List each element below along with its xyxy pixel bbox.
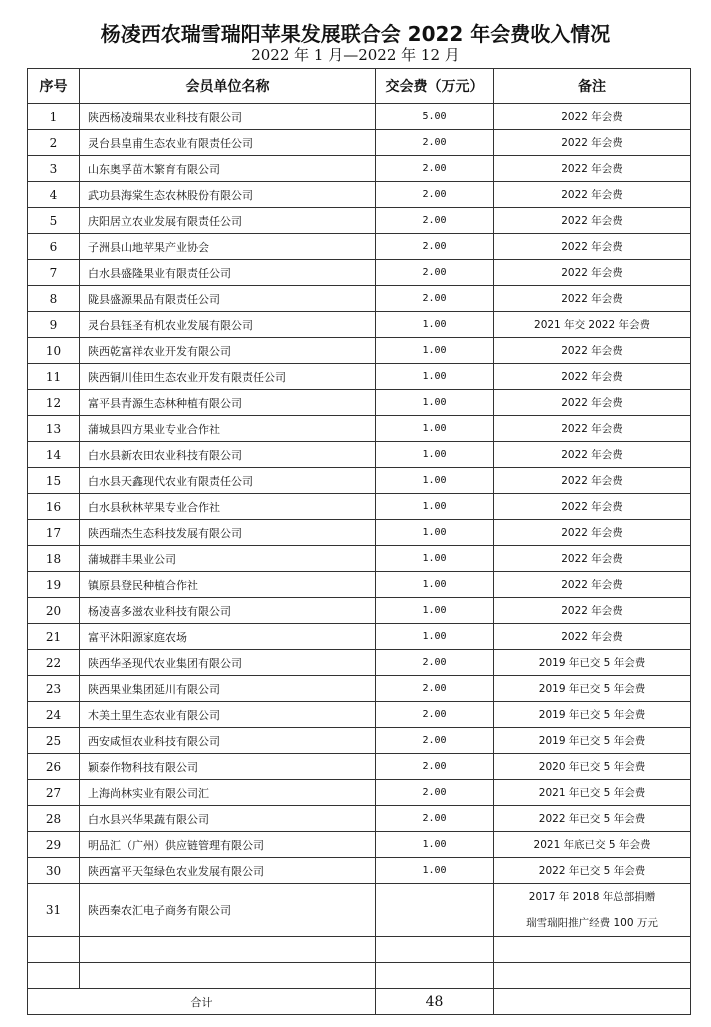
row-idx: 25 [28,728,80,754]
table-row [28,728,691,754]
row-note-line1: 2017 年 2018 年总部捐赠 [528,891,656,903]
row-note: 2022 年会费 [494,364,691,390]
table-row [28,832,691,858]
row-note: 2019 年已交 5 年会费 [494,728,691,754]
document-title: 杨凌西农瑞雪瑞阳苹果发展联合会 2022 年会费收入情况 [100,22,611,46]
row-name: 上海尚林实业有限公司汇 [80,780,376,806]
row-note: 2022 年会费 [494,260,691,286]
table-row [28,468,691,494]
table-row [28,130,691,156]
table-row [28,806,691,832]
row-idx: 29 [28,832,80,858]
blank-row [28,937,691,963]
table-row [28,104,691,130]
row-name: 陕西瑞杰生态科技发展有限公司 [80,520,376,546]
row-name: 子洲县山地苹果产业协会 [80,234,376,260]
row-name: 陇县盛源果品有限责任公司 [80,286,376,312]
row-idx: 16 [28,494,80,520]
table-row [28,286,691,312]
blank-cell [80,937,376,963]
row-name: 灵台县钰圣有机农业发展有限公司 [80,312,376,338]
row-fee: 2.00 [376,156,494,182]
table-row [28,156,691,182]
row-idx: 8 [28,286,80,312]
row-name: 木美土里生态农业有限公司 [80,702,376,728]
row-fee: 1.00 [376,494,494,520]
row-fee: 1.00 [376,390,494,416]
row-fee: 1.00 [376,416,494,442]
row-fee: 1.00 [376,546,494,572]
row-note-line2: 瑞雪瑞阳推广经费 100 万元 [526,917,658,929]
table-header-row [28,69,691,104]
row-note: 2022 年会费 [494,390,691,416]
row-idx: 19 [28,572,80,598]
row-note: 2019 年已交 5 年会费 [494,702,691,728]
blank-cell [494,963,691,989]
row-note: 2022 年会费 [494,520,691,546]
row-idx: 13 [28,416,80,442]
table-row [28,390,691,416]
fee-table [27,68,691,1015]
row-name: 陕西富平天玺绿色农业发展有限公司 [80,858,376,884]
row-idx: 15 [28,468,80,494]
header-fee: 交会费（万元） [376,69,494,104]
row-idx: 5 [28,208,80,234]
row-name: 富平沐阳源家庭农场 [80,624,376,650]
total-label: 合计 [28,989,376,1015]
row-idx: 3 [28,156,80,182]
row-idx: 21 [28,624,80,650]
table-row [28,234,691,260]
row-fee: 1.00 [376,624,494,650]
header-note: 备注 [494,69,691,104]
row-name: 西安咸恒农业科技有限公司 [80,728,376,754]
table-row [28,546,691,572]
row-fee: 2.00 [376,676,494,702]
row-fee: 1.00 [376,364,494,390]
row-note: 2022 年已交 5 年会费 [494,858,691,884]
row-idx: 7 [28,260,80,286]
table-row [28,858,691,884]
row-idx: 27 [28,780,80,806]
row-fee: 2.00 [376,130,494,156]
row-name: 白水县天鑫现代农业有限责任公司 [80,468,376,494]
row-name: 灵台县皇甫生态农业有限责任公司 [80,130,376,156]
table-row [28,598,691,624]
row-note: 2022 年会费 [494,624,691,650]
row-fee: 1.00 [376,598,494,624]
total-row [28,989,691,1015]
row-note: 2022 年会费 [494,338,691,364]
row-idx: 24 [28,702,80,728]
row-name: 白水县兴华果蔬有限公司 [80,806,376,832]
row-idx: 28 [28,806,80,832]
row-note: 2021 年底已交 5 年会费 [494,832,691,858]
table-row [28,416,691,442]
row-note: 2022 年会费 [494,208,691,234]
row-note: 2022 年会费 [494,130,691,156]
row-fee: 1.00 [376,832,494,858]
row-fee: 1.00 [376,572,494,598]
row-idx: 2 [28,130,80,156]
table-row [28,494,691,520]
row-note: 2022 年会费 [494,572,691,598]
table-row [28,572,691,598]
row-fee: 2.00 [376,260,494,286]
row-idx: 6 [28,234,80,260]
row-fee [376,884,494,937]
row-name: 白水县秋林苹果专业合作社 [80,494,376,520]
row-fee: 1.00 [376,520,494,546]
row-note: 2022 年会费 [494,104,691,130]
row-name: 陕西铜川佳田生态农业开发有限责任公司 [80,364,376,390]
row-name: 陕西秦农汇电子商务有限公司 [80,884,376,937]
document-subtitle: 2022 年 1 月—2022 年 12 月 [251,46,460,64]
row-name: 富平县青源生态林种植有限公司 [80,390,376,416]
blank-row [28,963,691,989]
row-note: 2019 年已交 5 年会费 [494,650,691,676]
row-idx: 10 [28,338,80,364]
row-note: 2021 年已交 5 年会费 [494,780,691,806]
row-name: 蒲城群丰果业公司 [80,546,376,572]
table-row [28,520,691,546]
row-fee: 2.00 [376,650,494,676]
table-row [28,442,691,468]
row-idx: 22 [28,650,80,676]
row-idx: 11 [28,364,80,390]
row-fee: 1.00 [376,468,494,494]
row-name: 镇原县登民种植合作社 [80,572,376,598]
row-note: 2020 年已交 5 年会费 [494,754,691,780]
row-note: 2022 年会费 [494,442,691,468]
blank-cell [28,963,80,989]
row-fee: 1.00 [376,858,494,884]
row-idx: 31 [28,884,80,937]
row-idx: 4 [28,182,80,208]
blank-cell [376,937,494,963]
table-body [28,104,691,884]
row-fee: 2.00 [376,754,494,780]
row-name: 杨凌喜多滋农业科技有限公司 [80,598,376,624]
row-note: 2022 年会费 [494,494,691,520]
table-row [28,624,691,650]
row-idx: 30 [28,858,80,884]
row-name: 明品汇（广州）供应链管理有限公司 [80,832,376,858]
row-name: 颖泰作物科技有限公司 [80,754,376,780]
row-note: 2022 年会费 [494,234,691,260]
row-idx: 12 [28,390,80,416]
row-idx: 20 [28,598,80,624]
blank-cell [80,963,376,989]
row-note: 2022 年会费 [494,546,691,572]
row-fee: 1.00 [376,442,494,468]
row-note: 2022 年会费 [494,598,691,624]
blank-cell [494,937,691,963]
row-fee: 2.00 [376,182,494,208]
row-idx: 26 [28,754,80,780]
row-fee: 1.00 [376,338,494,364]
row-note: 2022 年会费 [494,416,691,442]
total-note [494,989,691,1015]
row-name: 白水县新农田农业科技有限公司 [80,442,376,468]
row-fee: 2.00 [376,702,494,728]
row-fee: 2.00 [376,806,494,832]
table-row [28,780,691,806]
table-row [28,208,691,234]
row-name: 武功县海棠生态农林股份有限公司 [80,182,376,208]
row-idx: 1 [28,104,80,130]
table-row [28,676,691,702]
row-note: 2022 年已交 5 年会费 [494,806,691,832]
blank-cell [376,963,494,989]
row-name: 陕西杨凌瑞果农业科技有限公司 [80,104,376,130]
row-idx: 14 [28,442,80,468]
row-name: 庆阳居立农业发展有限责任公司 [80,208,376,234]
header-idx: 序号 [28,69,80,104]
row-idx: 18 [28,546,80,572]
row-note: 2019 年已交 5 年会费 [494,676,691,702]
row-name: 陕西果业集团延川有限公司 [80,676,376,702]
row-note: 2022 年会费 [494,286,691,312]
row-note: 2022 年会费 [494,468,691,494]
header-name: 会员单位名称 [80,69,376,104]
table-row [28,182,691,208]
row-fee: 1.00 [376,312,494,338]
row-fee: 2.00 [376,728,494,754]
table-row [28,702,691,728]
row-name: 陕西华圣现代农业集团有限公司 [80,650,376,676]
row-fee: 5.00 [376,104,494,130]
row-fee: 2.00 [376,234,494,260]
row-idx: 23 [28,676,80,702]
row-idx: 9 [28,312,80,338]
row-name: 山东奥孚苗木繁育有限公司 [80,156,376,182]
row-fee: 2.00 [376,208,494,234]
total-value: 48 [376,989,494,1015]
row-name: 白水县盛隆果业有限责任公司 [80,260,376,286]
table-row [28,338,691,364]
row-name: 陕西乾富祥农业开发有限公司 [80,338,376,364]
row-idx: 17 [28,520,80,546]
row-note: 2022 年会费 [494,182,691,208]
table-row [28,260,691,286]
row-fee: 2.00 [376,780,494,806]
row-note: 2021 年交 2022 年会费 [494,312,691,338]
blank-cell [28,937,80,963]
row-note [494,884,691,937]
table-row [28,312,691,338]
table-row [28,754,691,780]
table-row [28,884,691,937]
row-name: 蒲城县四方果业专业合作社 [80,416,376,442]
table-row [28,650,691,676]
row-note: 2022 年会费 [494,156,691,182]
table-row [28,364,691,390]
row-fee: 2.00 [376,286,494,312]
